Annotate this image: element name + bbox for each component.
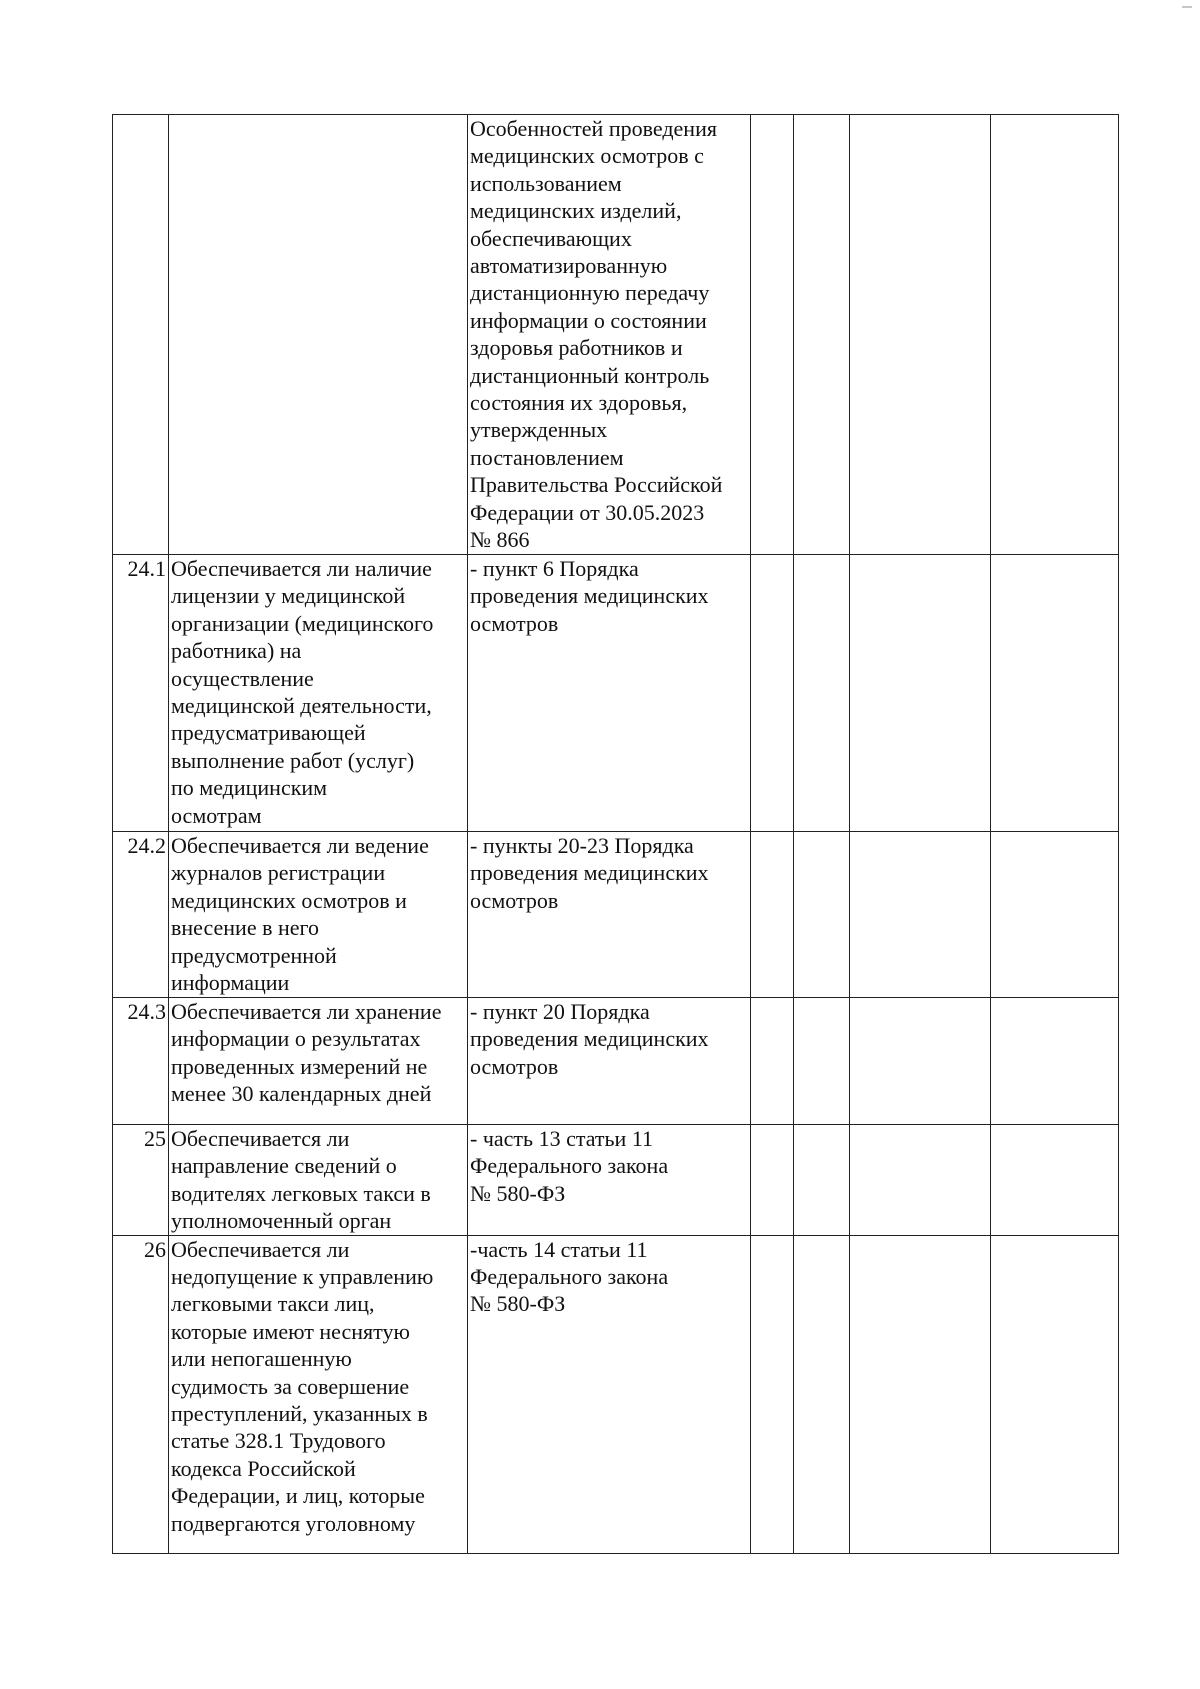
scan-mark [1182,6,1192,8]
legal-reference: Особенностей проведения медицинских осмотров с использованием медицинских изделий, обеспечивающих автоматизированную дистанционную передачу информации о состоянии здоровья работников и дистанционный контроль состояния их здоровья, утвержденных постановлением Правительства Российской Федерации от 30.05.2023 № 866 [468,115,751,555]
checklist-table [112,114,1119,1554]
not-applicable-cell [850,832,991,998]
requirement-question: Обеспечивается ли наличие лицензии у медицинской организации (медицинского работника) на осуществление медицинской деятельности, предусматривающей выполнение работ (услуг) по медицинским осмотрам [169,555,468,832]
not-applicable-cell [850,115,991,555]
requirement-question: Обеспечивается ли направление сведений о водителях легковых такси в уполномоченный орган [169,1125,468,1236]
answer-no-cell [794,555,850,832]
legal-reference: - пункты 20-23 Порядка проведения медицинских осмотров [468,832,751,998]
legal-reference: -часть 14 статьи 11 Федерального закона № 580-ФЗ [468,1235,751,1553]
answer-no-cell [794,1125,850,1236]
answer-yes-cell [751,1125,794,1236]
answer-no-cell [794,832,850,998]
requirement-question: Обеспечивается ли недопущение к управлению легковыми такси лиц, которые имеют неснятую или непогашенную судимость за совершение преступлений, указанных в статье 328.1 Трудового кодекса Российской Федерации, и лиц, которые подвергаются уголовному [169,1235,468,1553]
notes-cell [991,1235,1119,1553]
answer-yes-cell [751,832,794,998]
answer-yes-cell [751,998,794,1125]
requirement-question: Обеспечивается ли хранение информации о результатах проведенных измерений не менее 30 календарных дней [169,998,468,1125]
notes-cell [991,555,1119,832]
answer-no-cell [794,998,850,1125]
not-applicable-cell [850,998,991,1125]
answer-yes-cell [751,115,794,555]
row-number: 24.2 [113,832,169,998]
legal-reference: - пункт 6 Порядка проведения медицинских осмотров [468,555,751,832]
table-row [113,555,1119,832]
requirement-question: Обеспечивается ли ведение журналов регистрации медицинских осмотров и внесение в него предусмотренной информации [169,832,468,998]
row-number: 24.3 [113,998,169,1125]
row-number [113,115,169,555]
table-row [113,115,1119,555]
table-row [113,832,1119,998]
not-applicable-cell [850,555,991,832]
answer-no-cell [794,1235,850,1553]
legal-reference: - часть 13 статьи 11 Федерального закона № 580-ФЗ [468,1125,751,1236]
notes-cell [991,1125,1119,1236]
answer-no-cell [794,115,850,555]
answer-yes-cell [751,555,794,832]
row-number: 25 [113,1125,169,1236]
table-row [113,998,1119,1125]
row-number: 24.1 [113,555,169,832]
notes-cell [991,832,1119,998]
not-applicable-cell [850,1125,991,1236]
answer-yes-cell [751,1235,794,1553]
notes-cell [991,115,1119,555]
table-row [113,1235,1119,1553]
legal-reference: - пункт 20 Порядка проведения медицинских осмотров [468,998,751,1125]
table-row [113,1125,1119,1236]
notes-cell [991,998,1119,1125]
requirement-question [169,115,468,555]
not-applicable-cell [850,1235,991,1553]
row-number: 26 [113,1235,169,1553]
